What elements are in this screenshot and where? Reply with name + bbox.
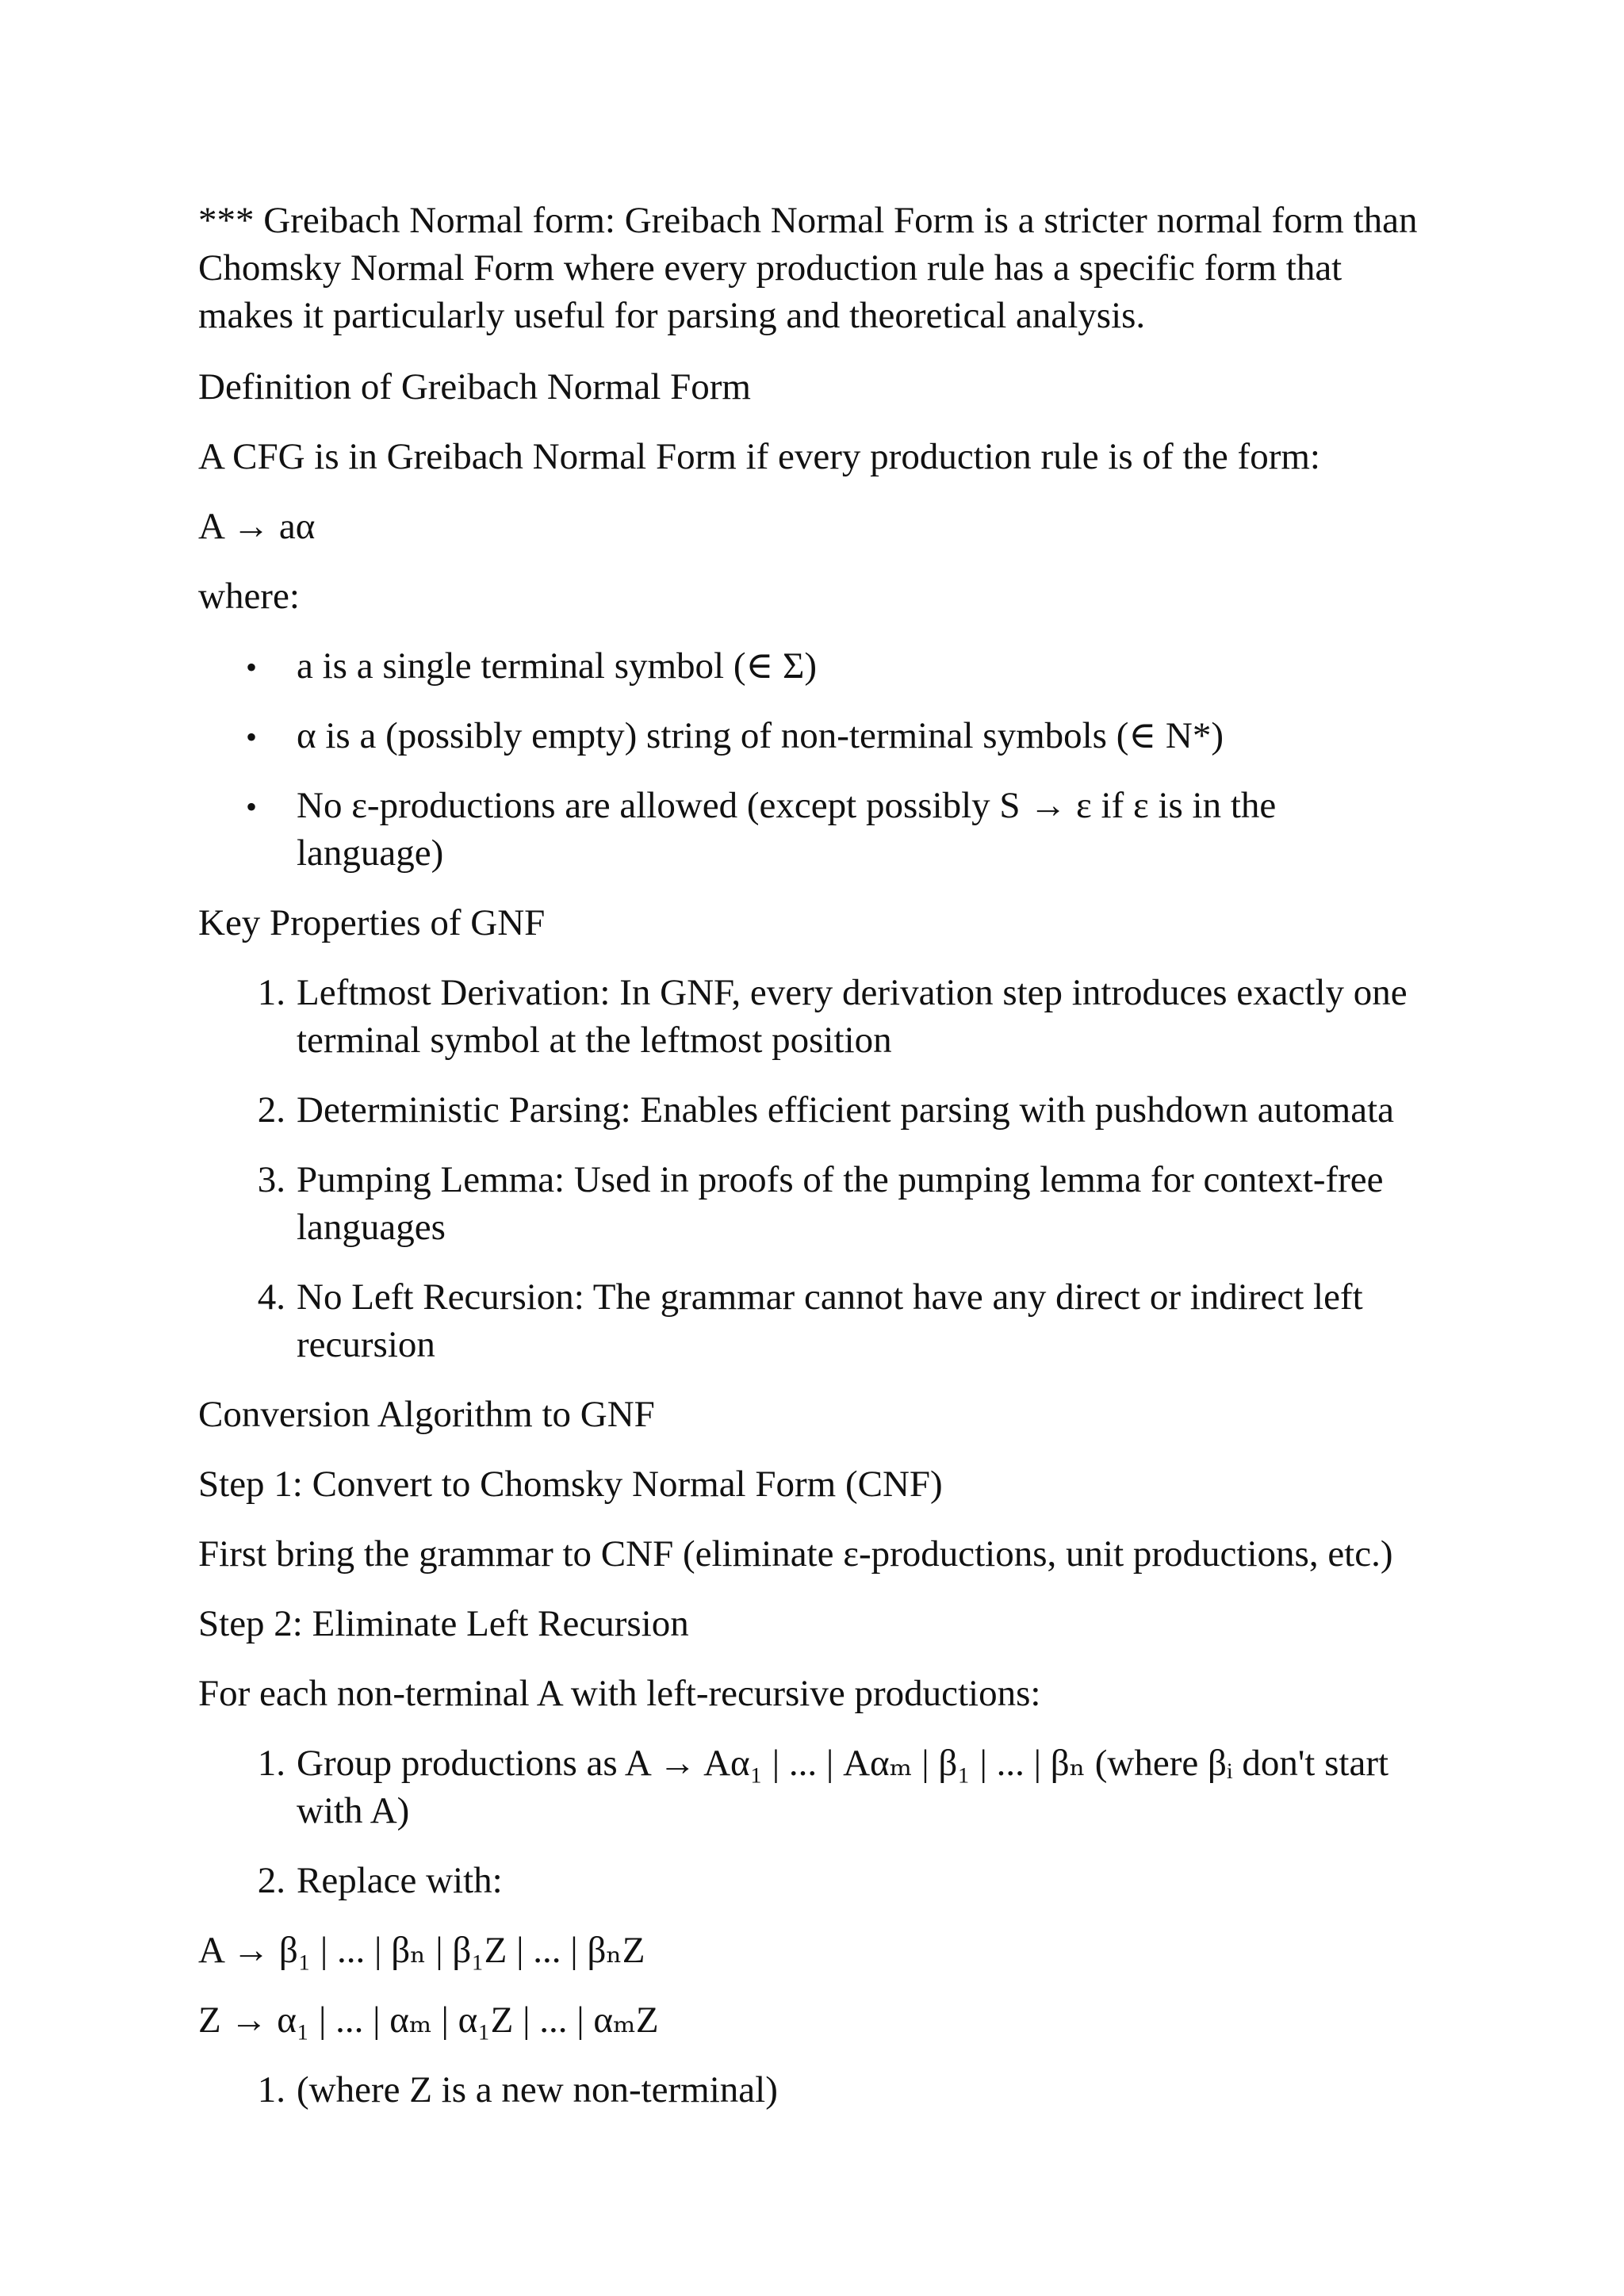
where-item: α is a (possibly empty) string of non-terminal symbols (∈ N*) [297, 715, 1224, 756]
step1-heading: Step 1: Convert to Chomsky Normal Form (CNF) [198, 1464, 943, 1505]
bullet-icon: • [246, 649, 258, 685]
step1-text: First bring the grammar to CNF (eliminate ε-productions, unit productions, etc.) [198, 1533, 1393, 1575]
where-label: where: [198, 576, 300, 617]
conversion-heading: Conversion Algorithm to GNF [198, 1394, 655, 1435]
replacement-a: A → β₁ | ... | βₙ | β₁Z | ... | βₙZ [198, 1930, 645, 1971]
final-item: (where Z is a new non-terminal) [297, 2069, 778, 2110]
definition-text: A CFG is in Greibach Normal Form if every production rule is of the form: [198, 436, 1320, 477]
bullet-icon: • [246, 719, 258, 755]
list-number: 1. [257, 1743, 285, 1784]
list-number: 1. [257, 2069, 285, 2110]
step2-text: For each non-terminal A with left-recursive productions: [198, 1673, 1041, 1714]
property-item: Deterministic Parsing: Enables efficient parsing with pushdown automata [297, 1089, 1395, 1131]
where-item: No ε-productions are allowed (except possibly S → ε if ε is in the language) [297, 785, 1277, 874]
definition-heading: Definition of Greibach Normal Form [198, 366, 751, 408]
step2-heading: Step 2: Eliminate Left Recursion [198, 1603, 689, 1644]
step2-item: Replace with: [297, 1860, 503, 1901]
where-item: a is a single terminal symbol (∈ Σ) [297, 645, 818, 687]
intro-paragraph: *** Greibach Normal form: Greibach Normal Form is a stricter normal form than Chomsky Normal Form where every production rule has a specific form that makes it particularly useful for parsing and theoretical analysis. [198, 200, 1418, 336]
rule-form: A → aα [198, 506, 316, 547]
list-number: 1. [257, 972, 285, 1013]
list-number: 2. [257, 1089, 285, 1131]
list-number: 3. [257, 1159, 285, 1200]
step2-item: Group productions as A → Aα₁ | ... | Aαₘ | β₁ | ... | βₙ (where βᵢ don't start with A) [297, 1743, 1389, 1831]
property-item: Pumping Lemma: Used in proofs of the pumping lemma for context-free languages [297, 1159, 1384, 1248]
property-item: No Left Recursion: The grammar cannot have any direct or indirect left recursion [297, 1276, 1363, 1365]
bullet-icon: • [246, 789, 258, 825]
properties-heading: Key Properties of GNF [198, 902, 546, 943]
replacement-z: Z → α₁ | ... | αₘ | α₁Z | ... | αₘZ [198, 1999, 659, 2041]
list-number: 4. [257, 1276, 285, 1318]
property-item: Leftmost Derivation: In GNF, every derivation step introduces exactly one terminal symbol at the leftmost position [297, 972, 1408, 1061]
list-number: 2. [257, 1860, 285, 1901]
